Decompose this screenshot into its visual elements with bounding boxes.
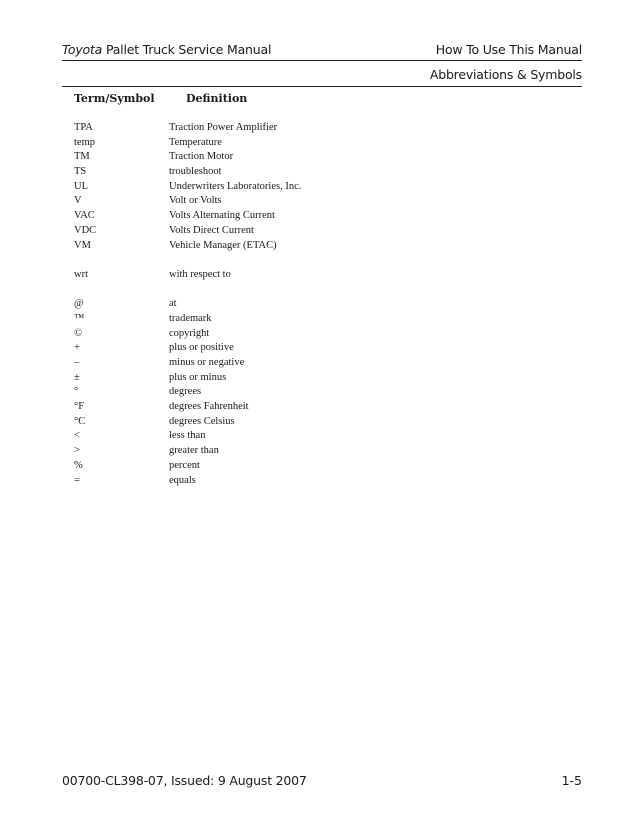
document-info: 00700-CL398-07, Issued: 9 August 2007 — [62, 773, 307, 788]
term: TS — [74, 166, 87, 178]
table-row — [74, 459, 574, 474]
term: temp — [74, 136, 95, 148]
table-row — [74, 474, 574, 489]
definition: Traction Motor — [169, 151, 234, 163]
table-row — [74, 429, 574, 444]
term: TPA — [74, 122, 93, 133]
header-divider-top — [62, 60, 582, 61]
definition: percent — [169, 459, 200, 471]
group-abbreviations — [74, 121, 574, 253]
definition: troubleshoot — [169, 166, 222, 178]
term: VM — [74, 239, 91, 251]
table-row — [74, 415, 574, 430]
term: ™ — [74, 312, 85, 324]
table-row — [74, 444, 574, 459]
term: V — [74, 195, 82, 207]
subsection-title: Abbreviations & Symbols — [429, 67, 582, 82]
term: © — [74, 327, 82, 339]
definition: copyright — [169, 327, 210, 339]
definition: Underwriters Laboratories, Inc. — [169, 180, 302, 192]
term-column-header: Term/Symbol — [74, 92, 155, 105]
abbreviations-table — [74, 121, 574, 488]
definition: less than — [169, 430, 206, 442]
definition: plus or minus — [169, 371, 227, 383]
definition: plus or positive — [169, 342, 234, 354]
table-row — [74, 385, 574, 400]
table-row — [74, 180, 574, 195]
definition-column-header: Definition — [186, 92, 248, 105]
definition: Traction Power Amplifier — [169, 122, 278, 133]
term: > — [74, 445, 80, 457]
definition: Temperature — [169, 136, 222, 148]
table-row — [74, 136, 574, 151]
term: ± — [74, 371, 80, 383]
term: ° — [74, 386, 79, 398]
definition: Volts Alternating Current — [169, 210, 275, 222]
term: wrt — [74, 268, 88, 280]
page-number: 1-5 — [561, 773, 582, 788]
definition: with respect to — [169, 268, 231, 280]
term: TM — [74, 151, 90, 163]
table-row — [74, 341, 574, 356]
table-row — [74, 371, 574, 386]
group-symbols — [74, 297, 574, 488]
table-row — [74, 356, 574, 371]
table-row — [74, 268, 574, 283]
definition: degrees Fahrenheit — [169, 401, 249, 413]
term: °F — [74, 401, 85, 413]
term: VDC — [74, 224, 97, 236]
definition: degrees Celsius — [169, 415, 235, 427]
term: % — [74, 459, 83, 471]
manual-title-text: Pallet Truck Service Manual — [105, 42, 272, 57]
table-row — [74, 121, 574, 136]
definition: Vehicle Manager (ETAC) — [169, 239, 277, 251]
definition: equals — [169, 474, 196, 486]
table-row — [74, 209, 574, 224]
term: + — [74, 342, 80, 354]
term: VAC — [74, 210, 95, 222]
definition: minus or negative — [169, 357, 245, 368]
definition: Volt or Volts — [169, 195, 222, 207]
table-row — [74, 150, 574, 165]
manual-title — [62, 42, 271, 57]
definition: trademark — [169, 312, 212, 324]
group-w — [74, 268, 574, 283]
term: °C — [74, 415, 86, 427]
definition: degrees — [169, 386, 202, 398]
definition: Volts Direct Current — [169, 224, 254, 236]
definition: greater than — [169, 445, 219, 457]
term: @ — [74, 298, 84, 310]
table-row — [74, 312, 574, 327]
group-spacer — [74, 253, 574, 268]
term: UL — [74, 180, 88, 192]
section-title: How To Use This Manual — [435, 42, 582, 57]
term: < — [74, 430, 80, 442]
table-row — [74, 297, 574, 312]
brand-name: Toyota — [62, 42, 103, 57]
header-divider-bottom — [62, 86, 582, 87]
table-row — [74, 327, 574, 342]
table-row — [74, 165, 574, 180]
table-row — [74, 239, 574, 254]
table-row — [74, 224, 574, 239]
table-row — [74, 194, 574, 209]
definition: at — [169, 298, 177, 310]
term: – — [74, 357, 80, 368]
table-row — [74, 400, 574, 415]
group-spacer — [74, 283, 574, 298]
term: = — [74, 474, 80, 486]
